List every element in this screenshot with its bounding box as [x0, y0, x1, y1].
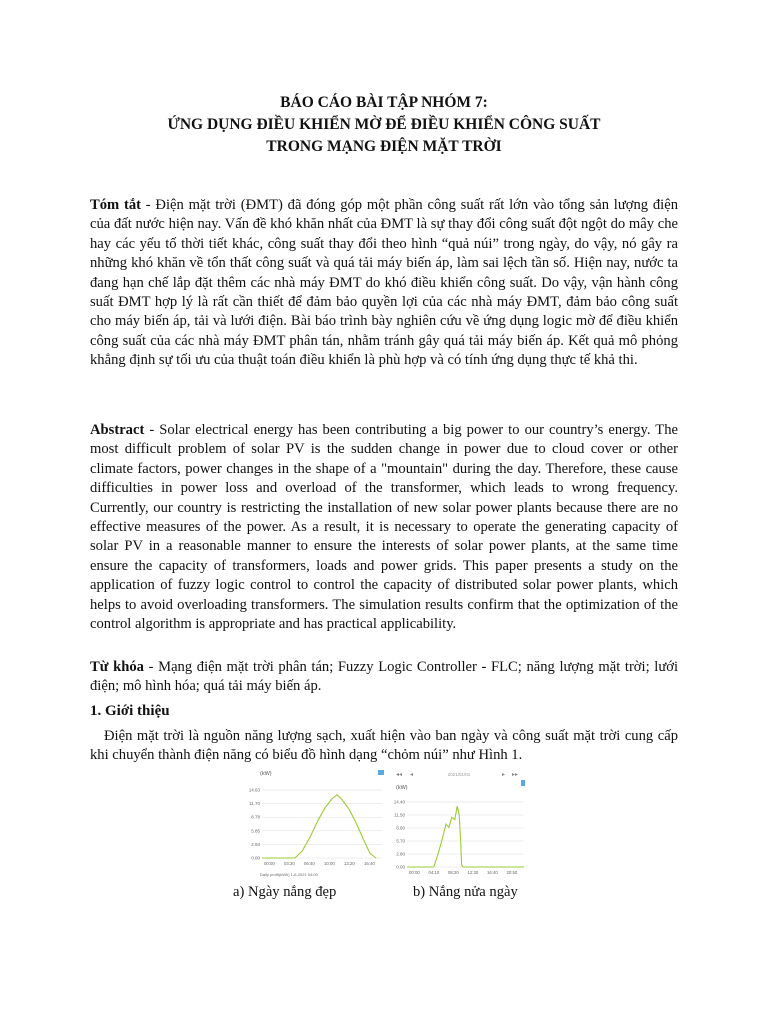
chart-a-footer: Daily profit(kWh) 1-6-2021 04:00 [260, 872, 318, 877]
chart-b-svg [390, 768, 528, 880]
chart-b-prev-icon[interactable]: ◂◂ [396, 772, 403, 778]
y-tick-label: 2.93 [251, 841, 260, 847]
y-tick-label: 8.60 [396, 825, 405, 831]
abstract-text: - Solar electrical energy has been contributing a big power to our country’s energy. The most difficult problem of solar PV is the sudden change in power due to cloud cover or other climate factors, power changes in the shape of a "mountain" during the day. Therefore, these cause difficulties in power loss and overload of the transformer, which leads to wrong frequency. Currently, our country is restricting the installation of new solar power plants because there are no effective measures of the power. As a result, it is necessary to operate the generating capacity of solar PV in a reasonable manner to ensure the interests of solar power plants, at the same time ensure the capacity of transformers, loads and power grids. This paper presents a study on the application of fuzzy logic control to control the capacity of distributed solar power plants, which helps to avoid overloading transformers. The simulation results confirm that the optimization of the control algorithm is appropriate and has practical applicability. [90, 422, 678, 633]
y-tick-label: 5.85 [251, 828, 260, 834]
x-tick-label: 10:00 [324, 861, 335, 866]
title-line-2: ỨNG DỤNG ĐIỀU KHIỂN MỜ ĐỂ ĐIỀU KHIỂN CÔNG SUẤT [167, 116, 601, 133]
figure-b-caption: b) Nắng nửa ngày [413, 884, 518, 900]
y-tick-label: 5.70 [396, 838, 405, 844]
abstract-paragraph [90, 421, 678, 634]
section-heading-intro: 1. Giới thiệu [90, 703, 170, 719]
keywords-paragraph [90, 658, 678, 697]
x-tick-label: 04:10 [428, 870, 440, 875]
x-tick-label: 08:20 [448, 870, 459, 875]
abstract-label: Abstract [90, 422, 145, 438]
x-tick-label: 12:30 [467, 870, 479, 875]
chart-b-prev-day-icon[interactable]: ◂ [410, 772, 414, 778]
y-tick-label: 11.50 [394, 812, 405, 818]
x-tick-label: 16:40 [364, 861, 375, 866]
figure-a-caption: a) Ngày nắng đẹp [233, 884, 337, 900]
x-tick-label: 13:20 [344, 861, 355, 866]
y-tick-label: 0.00 [251, 855, 260, 861]
keywords-text: - Mạng điện mặt trời phân tán; Fuzzy Logic Controller - FLC; năng lượng mặt trời; lưới điện; mô hình hóa; quá tải máy biến áp. [90, 659, 678, 695]
x-tick-label: 20:50 [506, 870, 518, 875]
x-tick-label: 03:20 [284, 861, 295, 866]
x-tick-label: 06:40 [304, 861, 315, 866]
chart-a-export-icon[interactable] [378, 770, 384, 775]
intro-paragraph: Điện mặt trời là nguồn năng lượng sạch, xuất hiện vào ban ngày và công suất mặt trời cung cấp khi chuyển thành điện năng có biểu đồ hình dạng “chỏm núi” như Hình 1. [90, 728, 678, 764]
y-tick-label: 2.80 [396, 851, 405, 857]
x-tick-label: 00:00 [409, 870, 420, 875]
chart-b-next-day-icon[interactable]: ▸ [502, 772, 506, 778]
y-tick-label: 11.70 [249, 801, 260, 807]
y-tick-label: 0.00 [396, 864, 405, 870]
title-line-3: TRONG MẠNG ĐIỆN MẶT TRỜI [266, 138, 502, 155]
chart-b-date: 2021/01/01 [447, 772, 471, 777]
summary-paragraph [90, 196, 678, 371]
chart-a-unit: (kW) [260, 771, 272, 777]
x-tick-label: 00:00 [264, 861, 275, 866]
chart-b-export-icon[interactable] [521, 780, 525, 786]
title-line-1: BÁO CÁO BÀI TẬP NHÓM 7: [280, 94, 488, 111]
chart-b-next-icon[interactable]: ▸▸ [512, 772, 519, 778]
figure-a [236, 768, 386, 880]
summary-text: - Điện mặt trời (ĐMT) đã đóng góp một phần công suất rất lớn vào tổng sản lượng điện của đất nước hiện nay. Vấn đề khó khăn nhất của ĐMT là sự thay đổi công suất đột ngột do mây che hay các yếu tố thời tiết khác, công suất thay đổi theo hình “quả núi” trong ngày, do vậy, nó gây ra những khó khăn về tổn thất công suất và quá tải máy biến áp, làm sai lệch tần số. Hiện nay, nước ta đang hạn chế lắp đặt thêm các nhà máy ĐMT do khó điều khiển công suất. Do vậy, vận hành công suất ĐMT hợp lý là rất cần thiết để đảm bảo quyền lợi của các nhà máy ĐMT, đảm bảo công suất cho máy biến áp, tải và lưới điện. Bài báo trình bày nghiên cứu về ứng dụng logic mờ để điều khiển công suất của các nhà máy ĐMT phân tán, nhằm tránh gây quá tải máy biến áp. Kết quả mô phỏng khẳng định sự tối ưu của thuật toán điều khiển là phù hợp và có tính ứng dụng thực tế khả thi. [90, 197, 678, 369]
chart-a-svg [236, 768, 386, 880]
y-tick-label: 14.63 [248, 787, 260, 793]
document-title [90, 92, 678, 158]
figure-b [390, 768, 528, 880]
keywords-label: Từ khóa [90, 659, 144, 675]
summary-label: Tóm tắt [90, 197, 141, 213]
x-tick-label: 16:40 [487, 870, 498, 875]
y-tick-label: 8.78 [251, 814, 260, 820]
chart-b-unit: (kW) [396, 785, 408, 791]
y-tick-label: 14.40 [393, 799, 405, 805]
